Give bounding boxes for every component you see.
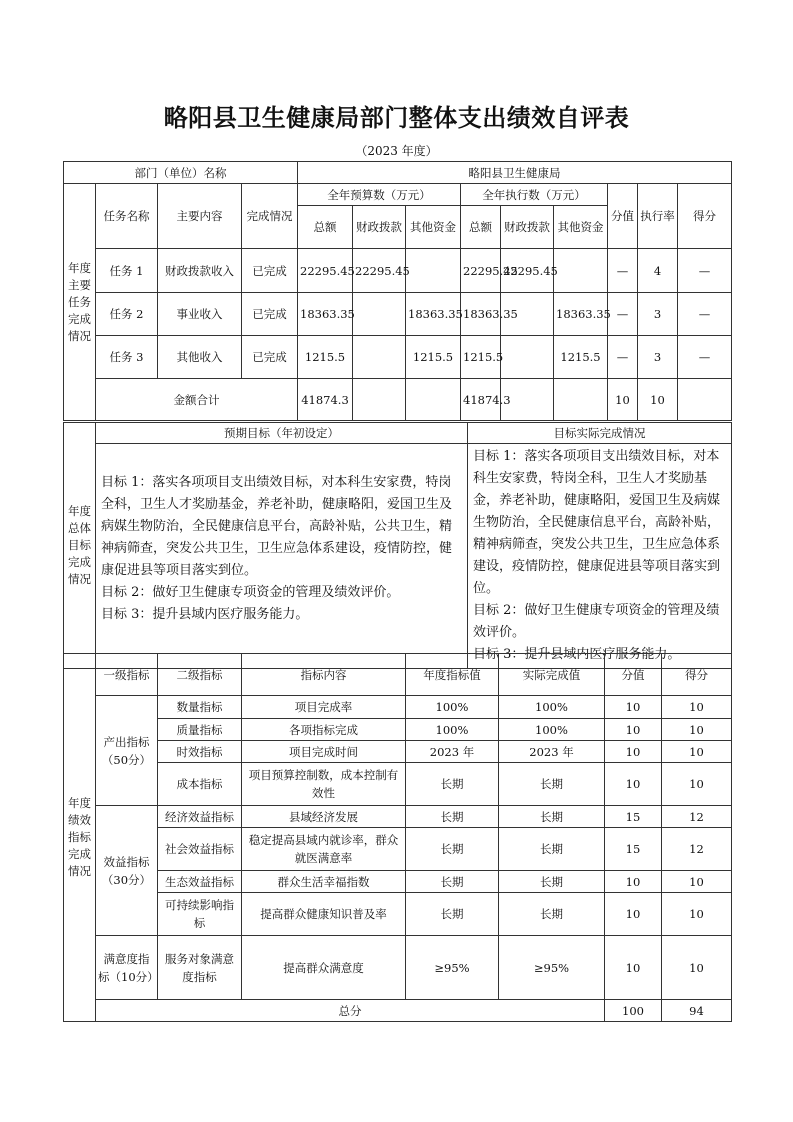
table-row [64, 763, 732, 806]
actual-goals-header: 目标实际完成情况 [468, 423, 732, 444]
header-content: 指标内容 [242, 654, 406, 696]
indicator-content: 项目预算控制数，成本控制有效性 [242, 763, 406, 806]
header-actual: 实际完成值 [499, 654, 605, 696]
target-value: 长期 [406, 828, 499, 871]
goal3-label: 目标 3： [473, 647, 525, 662]
dept-label: 部门（单位）名称 [64, 162, 298, 184]
task-score: — [678, 293, 732, 336]
task-value: — [608, 293, 638, 336]
level2-name: 经济效益指标 [158, 806, 242, 828]
table-row [64, 741, 732, 763]
goal1-label: 目标 1： [473, 449, 525, 464]
task-value: — [608, 249, 638, 293]
exec-fiscal: 22295.45 [501, 249, 554, 293]
task-status: 已完成 [242, 293, 298, 336]
level2-name: 质量指标 [158, 719, 242, 741]
goal2-text: 做好卫生健康专项资金的管理及绩效评价。 [473, 603, 720, 640]
goal1-text: 落实各项项目支出绩效目标，对本科生安家费，特岗全科，卫生人才奖励基金，养老补助，健康略阳，爱国卫生及病媒生物防治，全民健康信息平台，高龄补贴，公共卫生，精神病筛查，突发公共卫生，卫生应急体系建设，疫情防控，健康促进县等项目落实到位。 [101, 475, 453, 578]
budget-fiscal [353, 293, 406, 336]
sum-label: 金额合计 [96, 379, 298, 421]
actual-value: ≥95% [499, 936, 605, 1000]
header-target: 年度指标值 [406, 654, 499, 696]
budget-total: 18363.35 [298, 293, 353, 336]
budget-fiscal [353, 336, 406, 379]
task-name: 任务 1 [96, 249, 158, 293]
actual-value: 长期 [499, 806, 605, 828]
task-content: 事业收入 [158, 293, 242, 336]
budget-total: 1215.5 [298, 336, 353, 379]
task-rate: 3 [638, 336, 678, 379]
target-value: 2023 年 [406, 741, 499, 763]
header-budget-fiscal: 财政拨款 [353, 206, 406, 249]
table-row [64, 936, 732, 1000]
section2-side-label: 年度总体目标完成情况 [64, 423, 96, 669]
indicator-content: 提高群众健康知识普及率 [242, 893, 406, 936]
score-value: 15 [605, 828, 662, 871]
budget-other: 1215.5 [406, 336, 461, 379]
page-title: 略阳县卫生健康局部门整体支出绩效自评表 [163, 104, 630, 132]
group-output: 产出指标（50分） [96, 696, 158, 806]
group-benefit: 效益指标（30分） [96, 806, 158, 936]
header-exec-group: 全年执行数（万元） [461, 184, 608, 206]
actual-value: 长期 [499, 828, 605, 871]
header-budget-group: 全年预算数（万元） [298, 184, 461, 206]
level2-name: 服务对象满意度指标 [158, 936, 242, 1000]
header-level2: 二级指标 [158, 654, 242, 696]
budget-total: 22295.45 [298, 249, 353, 293]
exec-total: 18363.35 [461, 293, 501, 336]
exec-other: 1215.5 [554, 336, 608, 379]
task-name: 任务 2 [96, 293, 158, 336]
dept-value: 略阳县卫生健康局 [298, 162, 732, 184]
goals-table [63, 422, 732, 669]
goal1-label: 目标 1： [101, 475, 153, 490]
indicator-table [63, 653, 732, 1022]
header-exec-fiscal: 财政拨款 [501, 206, 554, 249]
indicator-content: 项目完成率 [242, 696, 406, 719]
table-row [64, 719, 732, 741]
score: 10 [662, 936, 732, 1000]
exec-other: 18363.35 [554, 293, 608, 336]
score-value: 15 [605, 806, 662, 828]
target-value: 100% [406, 696, 499, 719]
task-content: 其他收入 [158, 336, 242, 379]
total-row [64, 1000, 732, 1022]
sum-rate: 10 [638, 379, 678, 421]
header-budget-other: 其他资金 [406, 206, 461, 249]
task-name: 任务 3 [96, 336, 158, 379]
table-row [64, 336, 732, 379]
header-task-name: 任务名称 [96, 184, 158, 249]
actual-value: 100% [499, 719, 605, 741]
goal2-label: 目标 2： [101, 585, 153, 600]
task-status: 已完成 [242, 336, 298, 379]
header-score-value: 分值 [608, 184, 638, 249]
table-row [64, 806, 732, 828]
actual-goals [468, 444, 732, 669]
sum-value: 10 [608, 379, 638, 421]
actual-value: 长期 [499, 893, 605, 936]
actual-value: 100% [499, 696, 605, 719]
score: 10 [662, 696, 732, 719]
level2-name: 成本指标 [158, 763, 242, 806]
task-rate: 4 [638, 249, 678, 293]
score: 10 [662, 893, 732, 936]
header-main-content: 主要内容 [158, 184, 242, 249]
expected-goals [96, 444, 468, 669]
target-value: ≥95% [406, 936, 499, 1000]
expected-goals-header: 预期目标（年初设定） [96, 423, 468, 444]
indicator-content: 县域经济发展 [242, 806, 406, 828]
table-row [64, 293, 732, 336]
header-status: 完成情况 [242, 184, 298, 249]
indicator-content: 稳定提高县域内就诊率，群众就医满意率 [242, 828, 406, 871]
target-value: 100% [406, 719, 499, 741]
target-value: 长期 [406, 763, 499, 806]
level2-name: 生态效益指标 [158, 871, 242, 893]
table-row [64, 871, 732, 893]
task-score: — [678, 249, 732, 293]
level2-name: 数量指标 [158, 696, 242, 719]
goal2-text: 做好卫生健康专项资金的管理及绩效评价。 [152, 585, 400, 600]
score-value: 10 [605, 893, 662, 936]
score: 12 [662, 828, 732, 871]
task-content: 财政拨款收入 [158, 249, 242, 293]
actual-value: 长期 [499, 871, 605, 893]
indicator-content: 项目完成时间 [242, 741, 406, 763]
score: 10 [662, 763, 732, 806]
exec-fiscal [501, 336, 554, 379]
table-row [64, 828, 732, 871]
header-exec-other: 其他资金 [554, 206, 608, 249]
table-row [64, 893, 732, 936]
total-value: 100 [605, 1000, 662, 1022]
task-score: — [678, 336, 732, 379]
header-budget-total: 总额 [298, 206, 353, 249]
goal1-text: 落实各项项目支出绩效目标，对本科生安家费，特岗全科，卫生人才奖励基金，养老补助，健康略阳，爱国卫生及病媒生物防治，全民健康信息平台，高龄补贴，精神病筛查，突发公共卫生，卫生应急体系建设，疫情防控，健康促进县等项目落实到位。 [473, 449, 721, 596]
target-value: 长期 [406, 871, 499, 893]
budget-other: 18363.35 [406, 293, 461, 336]
budget-other [406, 249, 461, 293]
goal3-label: 目标 3： [101, 607, 153, 622]
header-score: 得分 [678, 184, 732, 249]
level2-name: 时效指标 [158, 741, 242, 763]
target-value: 长期 [406, 893, 499, 936]
target-value: 长期 [406, 806, 499, 828]
exec-other [554, 249, 608, 293]
indicator-content: 各项指标完成 [242, 719, 406, 741]
section3-side-label: 年度绩效指标完成情况 [64, 654, 96, 1022]
indicator-content: 群众生活幸福指数 [242, 871, 406, 893]
score-value: 10 [605, 763, 662, 806]
indicator-content: 提高群众满意度 [242, 936, 406, 1000]
level2-name: 可持续影响指标 [158, 893, 242, 936]
goal3-text: 提升县域内医疗服务能力。 [524, 647, 681, 662]
total-score: 94 [662, 1000, 732, 1022]
total-label: 总分 [96, 1000, 605, 1022]
header-exec-total: 总额 [461, 206, 501, 249]
actual-value: 2023 年 [499, 741, 605, 763]
header-value: 分值 [605, 654, 662, 696]
score-value: 10 [605, 741, 662, 763]
exec-total: 1215.5 [461, 336, 501, 379]
exec-total: 22295.45 [461, 249, 501, 293]
section1-side-label: 年度主要任务完成情况 [64, 184, 96, 421]
score-value: 10 [605, 936, 662, 1000]
table-row [64, 696, 732, 719]
year-note: （2023 年度） [355, 144, 438, 158]
level2-name: 社会效益指标 [158, 828, 242, 871]
header-exec-rate: 执行率 [638, 184, 678, 249]
score-value: 10 [605, 719, 662, 741]
score: 12 [662, 806, 732, 828]
group-satisfaction: 满意度指标（10分） [96, 936, 158, 1000]
sum-budget-total: 41874.3 [298, 379, 353, 421]
goal2-label: 目标 2： [473, 603, 525, 618]
score: 10 [662, 741, 732, 763]
task-status: 已完成 [242, 249, 298, 293]
task-table [63, 161, 732, 421]
score: 10 [662, 871, 732, 893]
sum-row [64, 379, 732, 421]
goal3-text: 提升县域内医疗服务能力。 [152, 607, 309, 622]
sum-exec-total: 41874.3 [461, 379, 501, 421]
task-value: — [608, 336, 638, 379]
header-score: 得分 [662, 654, 732, 696]
score: 10 [662, 719, 732, 741]
budget-fiscal: 22295.45 [353, 249, 406, 293]
table-row [64, 249, 732, 293]
actual-value: 长期 [499, 763, 605, 806]
score-value: 10 [605, 871, 662, 893]
task-rate: 3 [638, 293, 678, 336]
header-level1: 一级指标 [96, 654, 158, 696]
score-value: 10 [605, 696, 662, 719]
